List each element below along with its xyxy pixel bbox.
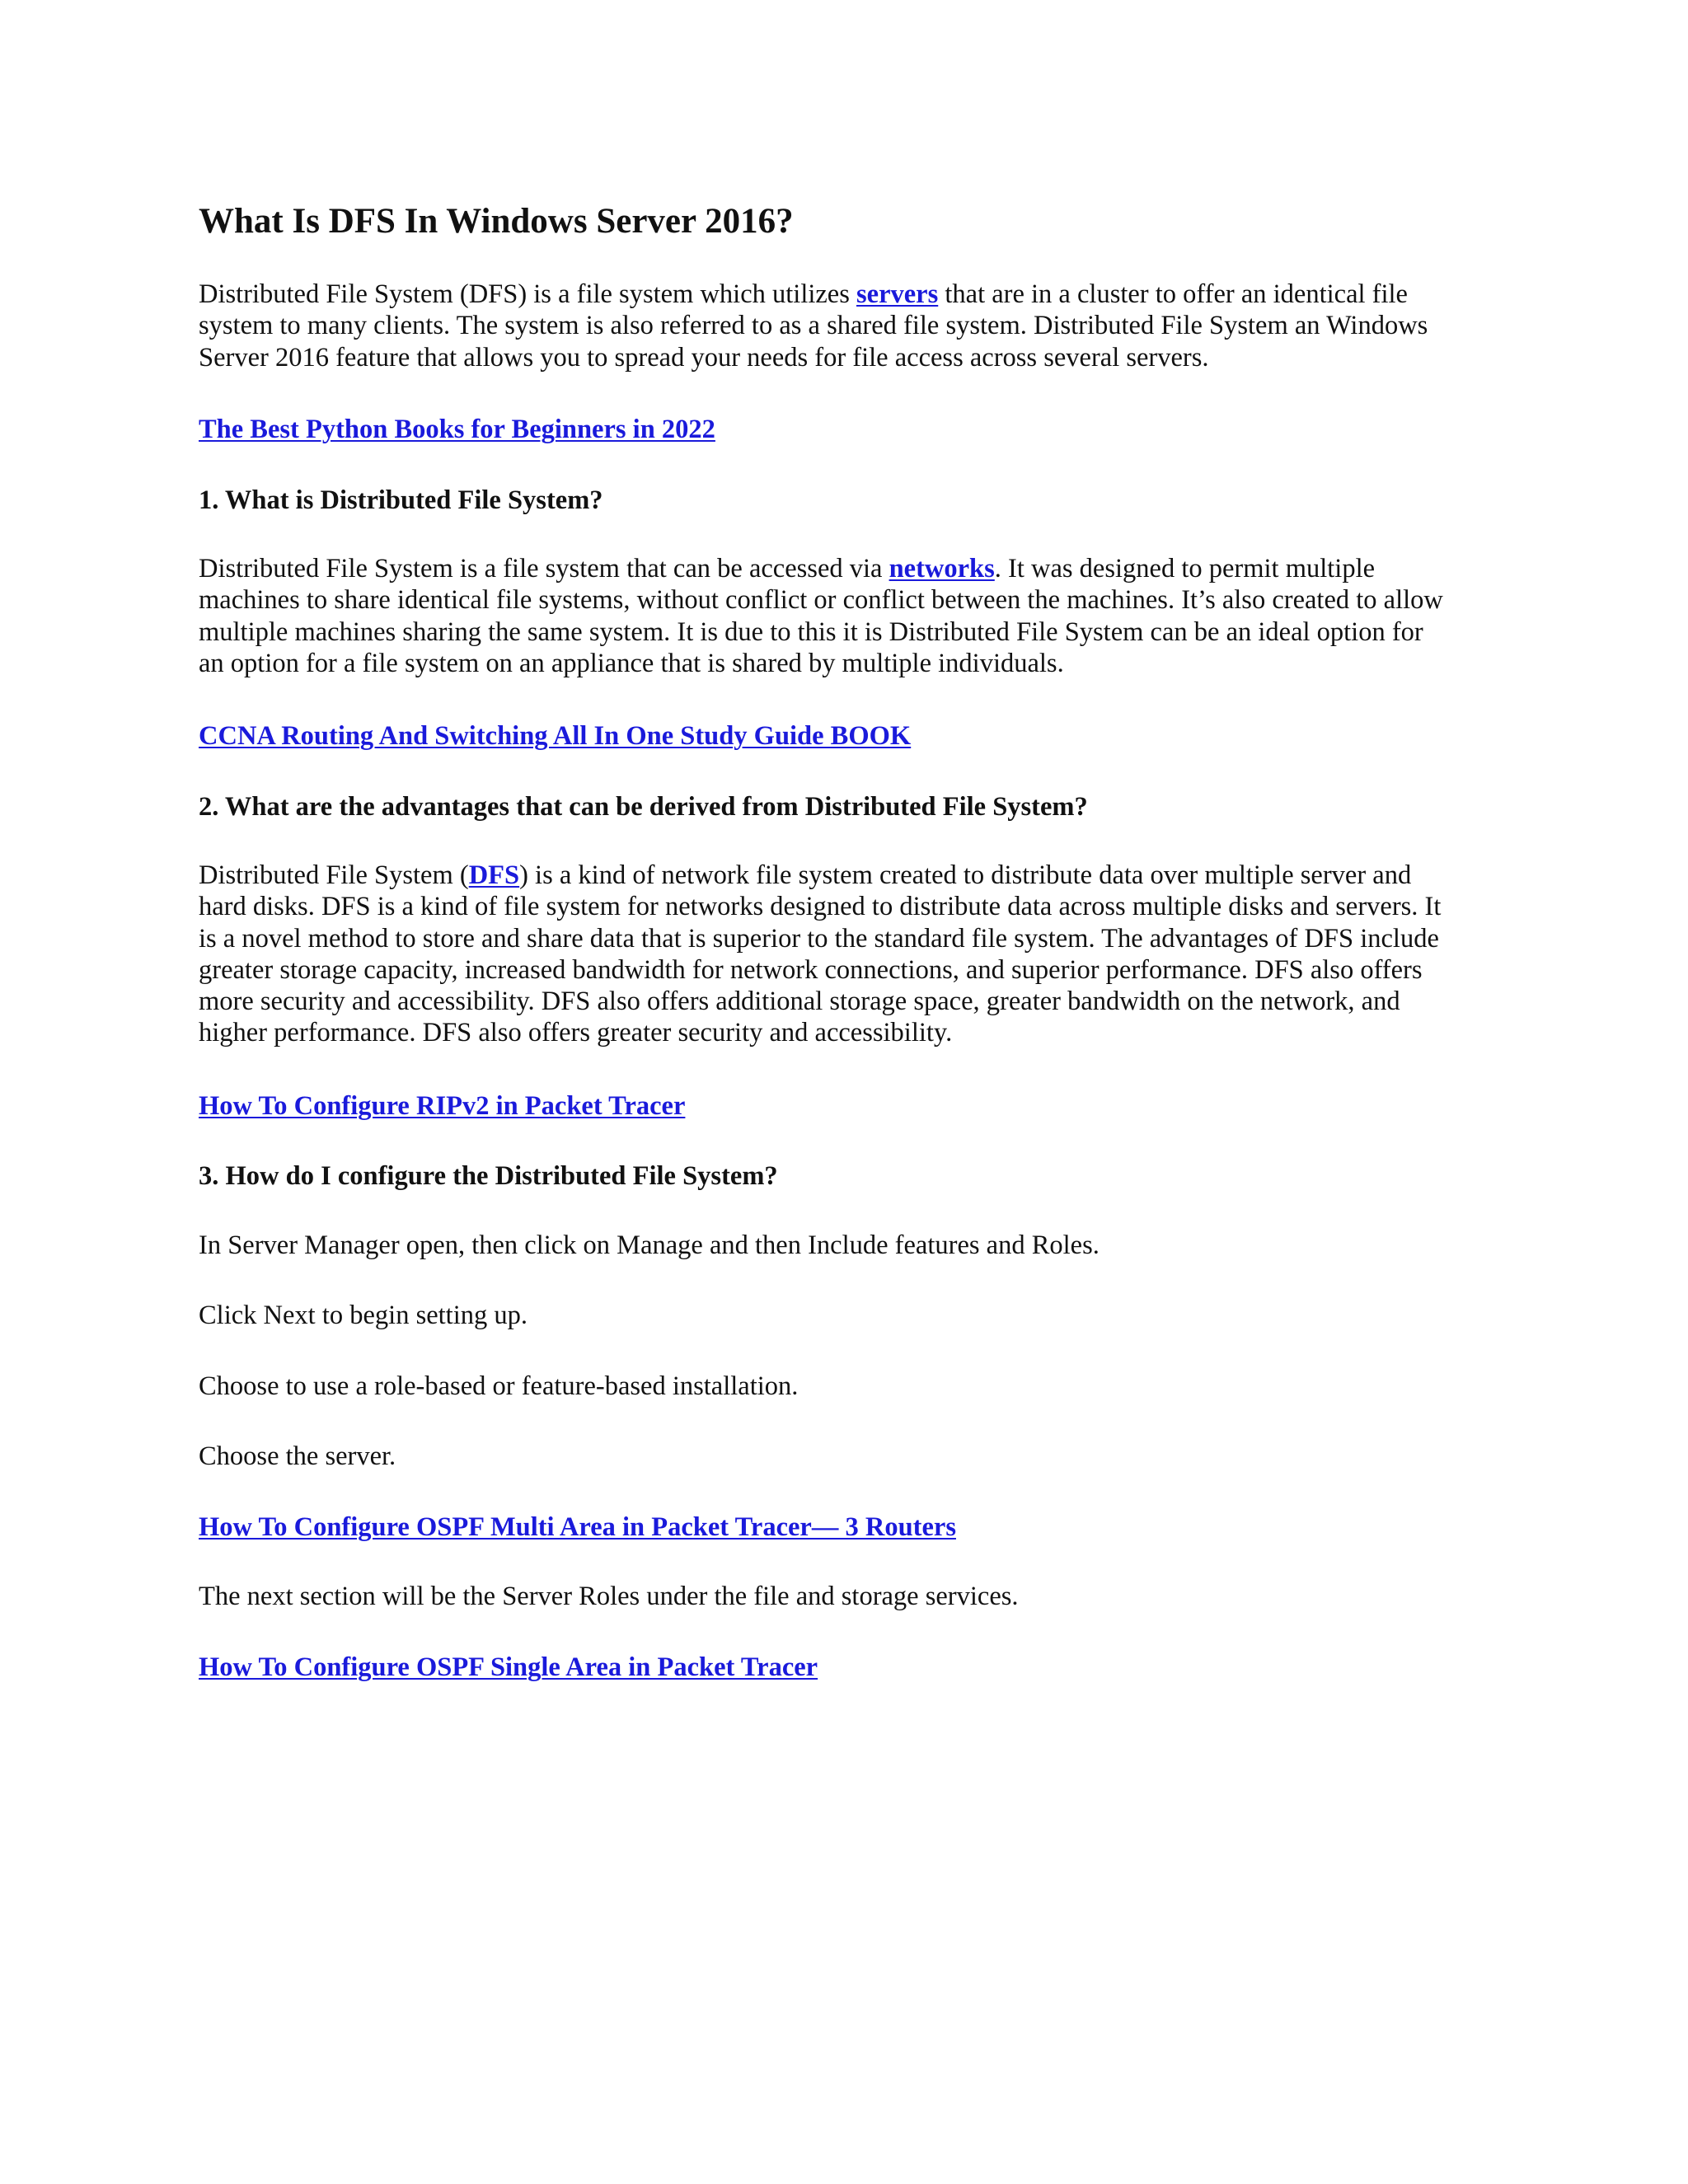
- ccna-link-line: [199, 719, 1493, 752]
- ospf-multi-link-line: [199, 1511, 1493, 1544]
- intro-line-2: system to many clients. The system is also referred to as a shared file system. Distributed File System an Windows: [199, 311, 1428, 341]
- step-4-text: Choose the server.: [199, 1441, 396, 1471]
- dfs-link[interactable]: DFS: [468, 860, 520, 890]
- servers-link[interactable]: servers: [856, 279, 939, 309]
- section2-line-2: hard disks. DFS is a kind of file system for networks designed to distribute data across multiple disks and servers. It: [199, 892, 1442, 922]
- section2-line-3: is a novel method to store and share data that is superior to the standard file system. The advantages of DFS include: [199, 923, 1439, 954]
- section2-paragraph: [199, 860, 1493, 1049]
- ccna-study-guide-link[interactable]: CCNA Routing And Switching All In One Study Guide BOOK: [199, 721, 912, 751]
- step-5-text: The next section will be the Server Roles under the file and storage services.: [199, 1582, 1019, 1611]
- python-books-link-line: [199, 413, 1493, 446]
- section1-paragraph: [199, 553, 1493, 679]
- section-heading-3: 3. How do I configure the Distributed File System?: [199, 1161, 778, 1191]
- step-2-text: Click Next to begin setting up.: [199, 1301, 528, 1330]
- step-3-text: Choose to use a role-based or feature-based installation.: [199, 1371, 799, 1401]
- intro-line-1: Distributed File System (DFS) is a file system which utilizes servers that are in a cluster to offer an identical file: [199, 279, 1408, 309]
- section1-line-3: multiple machines sharing the same system. It is due to this it is Distributed File System can be an ideal option for: [199, 616, 1423, 647]
- section2-line-1: Distributed File System (DFS) is a kind of network file system created to distribute data over multiple server and: [199, 860, 1412, 890]
- section2-line-4: greater storage capacity, increased bandwidth for network connections, and superior performance. DFS also offers: [199, 954, 1423, 985]
- section-heading-1: 1. What is Distributed File System?: [199, 485, 603, 515]
- ospf-single-area-link[interactable]: How To Configure OSPF Single Area in Packet Tracer: [199, 1652, 818, 1682]
- ospf-multi-area-link[interactable]: How To Configure OSPF Multi Area in Packet Tracer— 3 Routers: [199, 1512, 956, 1542]
- step-1-text: In Server Manager open, then click on Manage and then Include features and Roles.: [199, 1230, 1100, 1260]
- ripv2-link-line: [199, 1090, 1493, 1122]
- python-books-link[interactable]: The Best Python Books for Beginners in 2022: [199, 415, 715, 444]
- networks-link[interactable]: networks: [889, 554, 995, 583]
- ripv2-link[interactable]: How To Configure RIPv2 in Packet Tracer: [199, 1091, 686, 1121]
- page-title: What Is DFS In Windows Server 2016?: [199, 202, 794, 241]
- section1-line-1: Distributed File System is a file system that can be accessed via networks. It was designed to permit multiple: [199, 554, 1376, 583]
- intro-paragraph: [199, 279, 1493, 373]
- section2-line-5: more security and accessibility. DFS also offers additional storage space, greater bandwidth on the network, and: [199, 987, 1400, 1017]
- section-heading-2: 2. What are the advantages that can be derived from Distributed File System?: [199, 792, 1088, 822]
- section1-line-2: machines to share identical file systems, without conflict or conflict between the machines. It’s also created to allow: [199, 585, 1443, 616]
- ospf-single-link-line: [199, 1651, 1493, 1684]
- intro-line-3: Server 2016 feature that allows you to spread your needs for file access across several servers.: [199, 342, 1209, 373]
- section2-line-6: higher performance. DFS also offers greater security and accessibility.: [199, 1018, 953, 1048]
- section1-line-4: an option for a file system on an appliance that is shared by multiple individuals.: [199, 648, 1064, 678]
